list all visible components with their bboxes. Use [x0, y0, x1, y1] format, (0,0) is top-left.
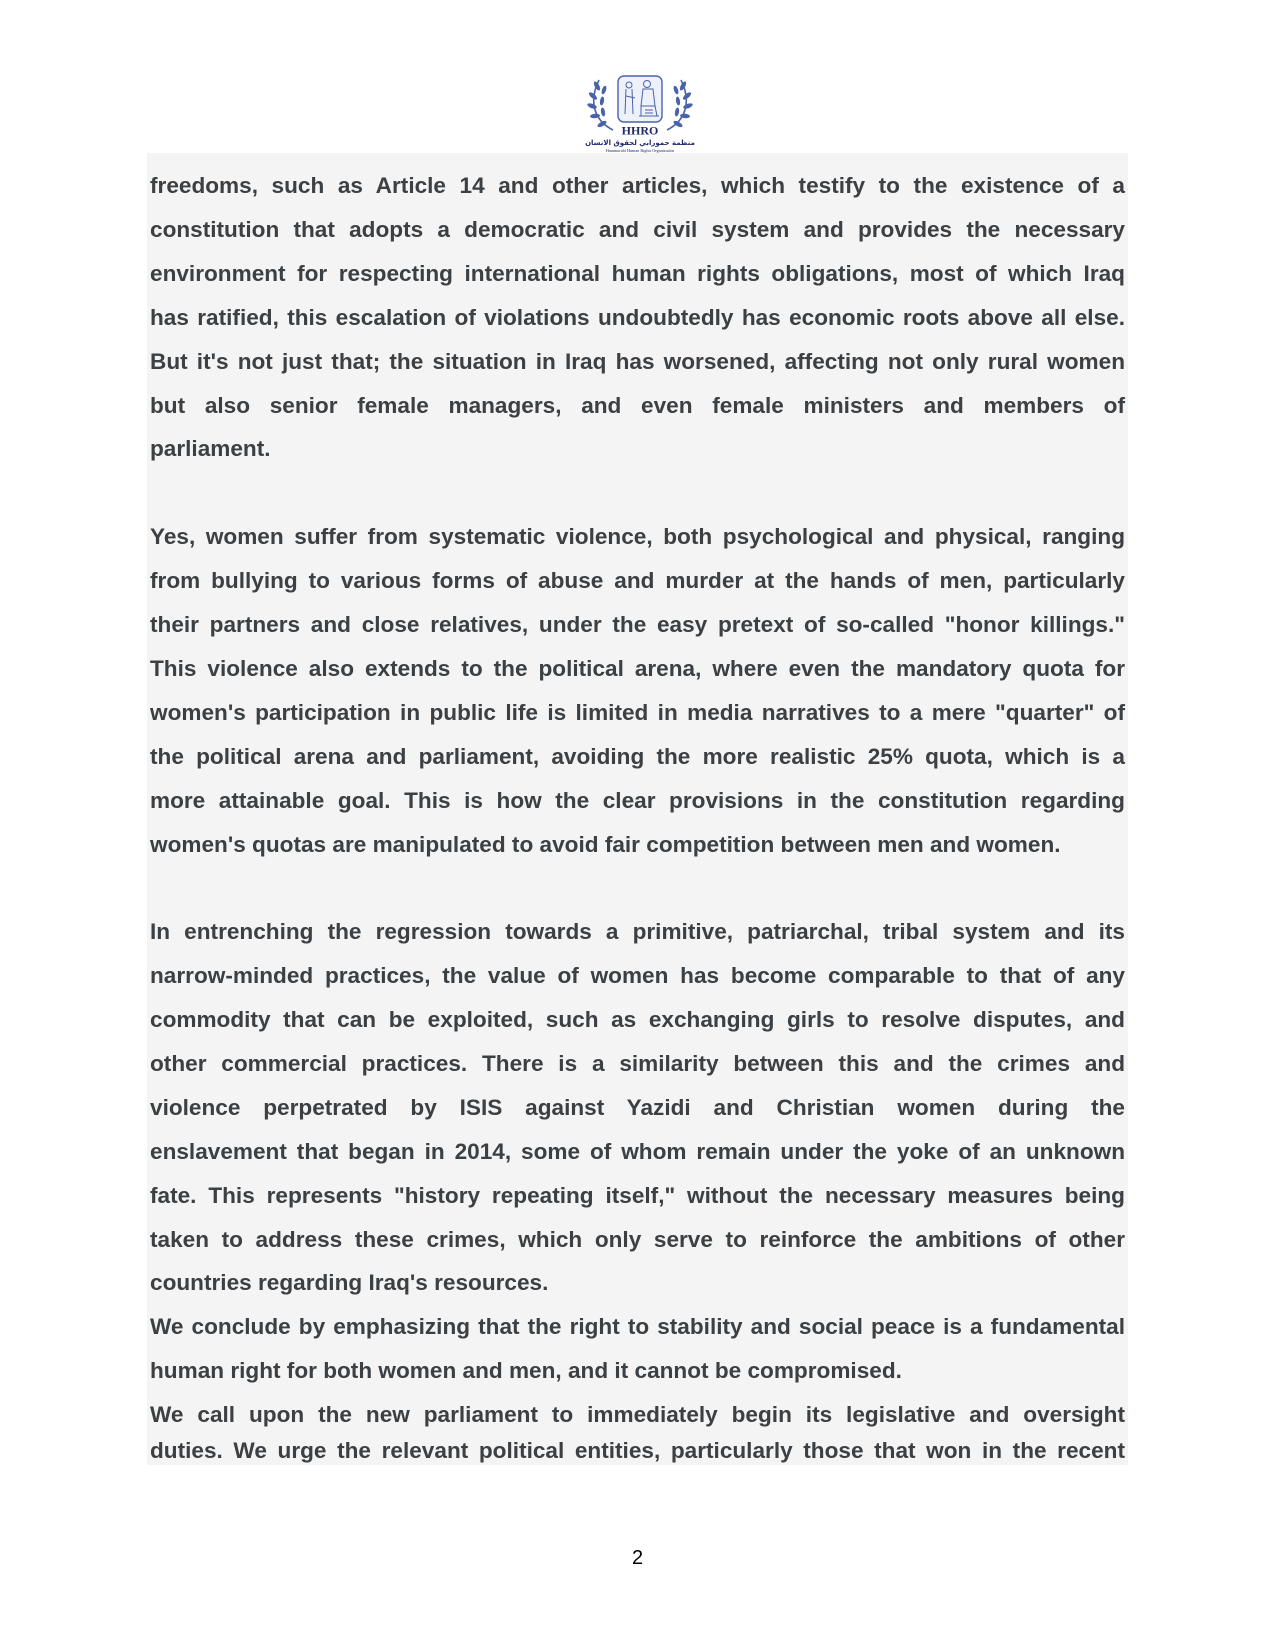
text-line: This violence also extends to the political arena, where even the mandatory quota for [150, 656, 1125, 681]
text-line: environment for respecting international human rights obligations, most of which Iraq [150, 261, 1125, 286]
blank-line [150, 866, 1125, 910]
laurel-wreath-emblem-icon [583, 72, 697, 154]
text-line: duties. We urge the relevant political entities, particularly those that won in the recent [150, 1438, 1125, 1463]
text-line: human right for both women and men, and it cannot be compromised. [150, 1358, 902, 1383]
blank-line [150, 471, 1125, 515]
text-line: the political arena and parliament, avoiding the more realistic 25% quota, which is a [150, 744, 1125, 769]
svg-text:منظمة حمورابي لحقوق الانسان: منظمة حمورابي لحقوق الانسان [585, 139, 695, 147]
text-line: countries regarding Iraq's resources. [150, 1270, 549, 1295]
text-line: women's participation in public life is limited in media narratives to a mere "quarter" of [150, 700, 1125, 725]
text-line: their partners and close relatives, under the easy pretext of so-called "honor killings." [150, 612, 1125, 637]
text-line: narrow-minded practices, the value of women has become comparable to that of any [150, 963, 1125, 988]
svg-text:Hammurabi Human Rights Organiz: Hammurabi Human Rights Organization [605, 148, 675, 153]
text-line: In entrenching the regression towards a primitive, patriarchal, tribal system and its [150, 919, 1125, 944]
text-line: taken to address these crimes, which only serve to reinforce the ambitions of other [150, 1227, 1125, 1252]
text-line: fate. This represents "history repeating itself," without the necessary measures being [150, 1183, 1125, 1208]
text-line: has ratified, this escalation of violations undoubtedly has economic roots above all else. [150, 305, 1125, 330]
text-line: women's quotas are manipulated to avoid fair competition between men and women. [150, 832, 1061, 857]
text-line: more attainable goal. This is how the clear provisions in the constitution regarding [150, 788, 1125, 813]
text-line: We call upon the new parliament to immediately begin its legislative and oversight [150, 1402, 1125, 1427]
text-line: constitution that adopts a democratic and civil system and provides the necessary [150, 217, 1125, 242]
text-line: parliament. [150, 436, 271, 461]
hhro-logo [583, 72, 697, 154]
text-line: Yes, women suffer from systematic violence, both psychological and physical, ranging [150, 524, 1125, 549]
text-line: other commercial practices. There is a similarity between this and the crimes and [150, 1051, 1125, 1076]
text-line: but also senior female managers, and even female ministers and members of [150, 393, 1125, 418]
text-line: enslavement that began in 2014, some of whom remain under the yoke of an unknown [150, 1139, 1125, 1164]
text-line: from bullying to various forms of abuse and murder at the hands of men, particularly [150, 568, 1125, 593]
text-line: But it's not just that; the situation in Iraq has worsened, affecting not only rural women [150, 349, 1125, 374]
page-number: 2 [631, 1547, 644, 1569]
highlighted-text-block [147, 153, 1128, 1465]
text-line: violence perpetrated by ISIS against Yazidi and Christian women during the [150, 1095, 1125, 1120]
text-line: We conclude by emphasizing that the right to stability and social peace is a fundamental [150, 1314, 1125, 1339]
text-line: commodity that can be exploited, such as exchanging girls to resolve disputes, and [150, 1007, 1125, 1032]
text-line: freedoms, such as Article 14 and other articles, which testify to the existence of a [150, 173, 1125, 198]
svg-text:HHRO: HHRO [621, 123, 659, 138]
